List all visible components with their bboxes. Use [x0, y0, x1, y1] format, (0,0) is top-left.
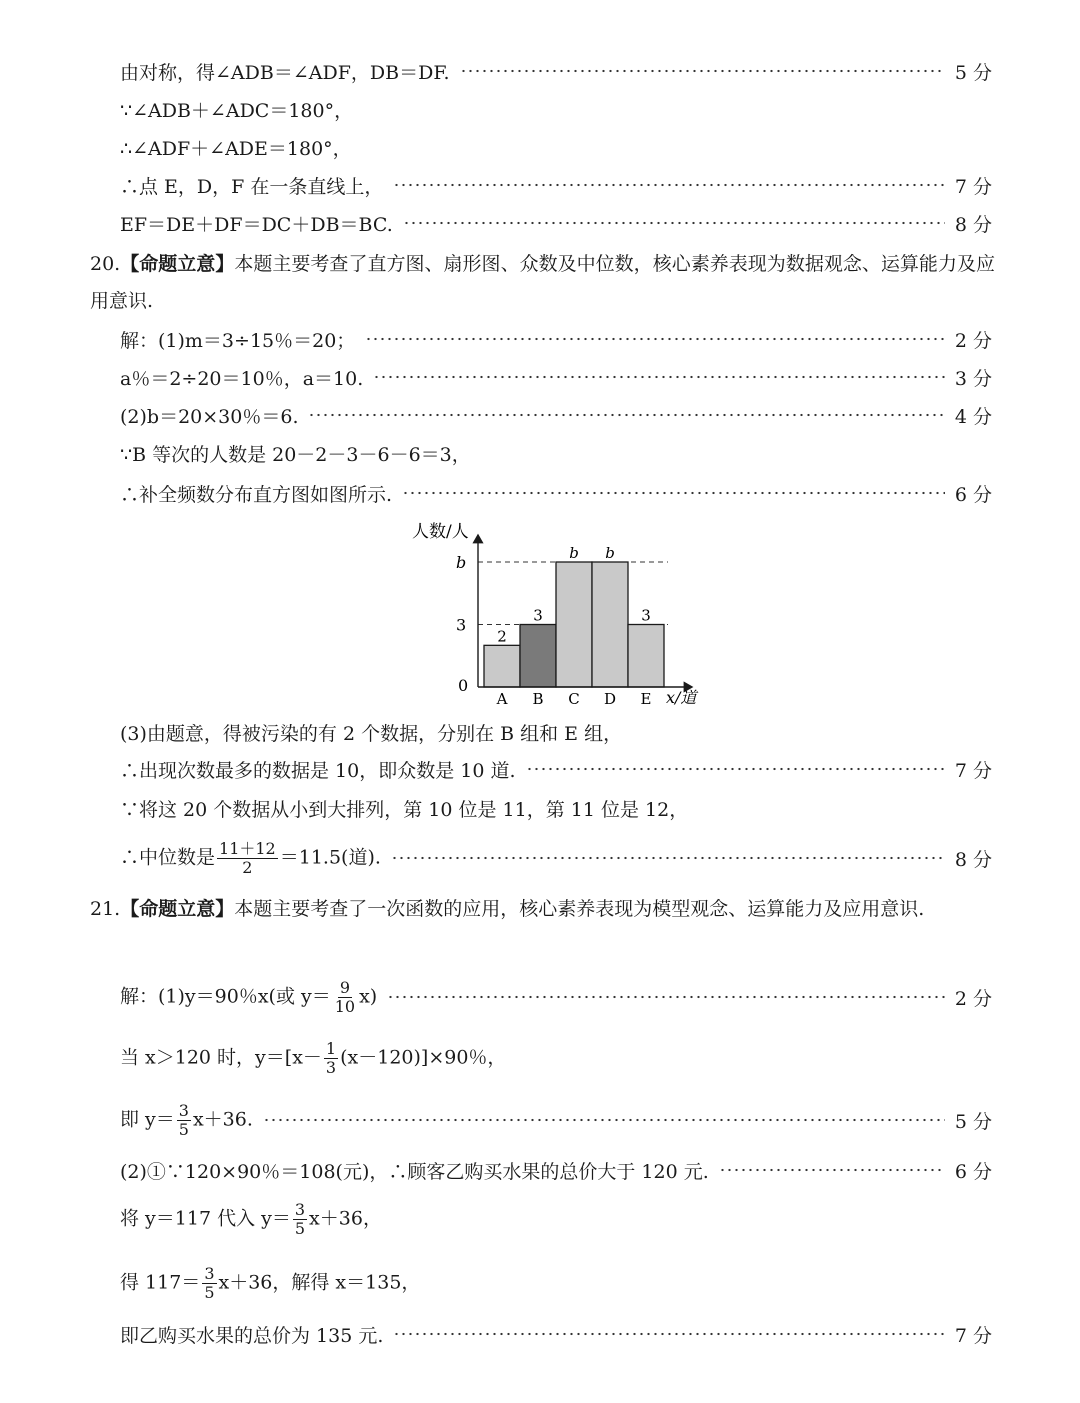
fraction: $\frac{9}{10}$ — [334, 977, 356, 1016]
bar-E — [628, 625, 664, 688]
q20-line-2: a％＝2÷20＝10％，a＝10. 3 分 — [120, 361, 992, 393]
leader-dots — [373, 375, 945, 379]
q20-median-line: ∴中位数是 $\frac{11+12}{2}$ ＝11.5(道). 8 分 — [120, 838, 992, 877]
fraction: $\frac{3}{5}$ — [178, 1100, 189, 1139]
q21-line-2: 当 x＞120 时，y＝[x－ $\frac{1}{3}$ (x－120)]×90％， — [120, 1038, 507, 1077]
score-label: 8 分 — [954, 213, 992, 236]
score-label: 7 分 — [954, 1324, 992, 1347]
bar-D — [592, 562, 628, 687]
x-axis-label: x/道 — [666, 688, 697, 707]
score-label: 2 分 — [954, 987, 992, 1010]
leader-dots — [393, 183, 944, 187]
proof-line-3: ∴∠ADF＋∠ADE＝180°， — [120, 137, 352, 160]
q21-intent — [90, 891, 995, 928]
frequency-histogram — [400, 515, 720, 710]
q20-line-3: (2)b＝20×30％＝6. 4 分 — [120, 399, 992, 431]
q20-line-4: ∵B 等次的人数是 20－2－3－6－6＝3， — [120, 443, 471, 466]
proof-line-4: ∴点 E，D，F 在一条直线上， 7 分 — [120, 169, 992, 201]
proof-line-2: ∵∠ADB＋∠ADC＝180°， — [120, 99, 354, 122]
y-tick-label: 3 — [456, 615, 467, 635]
score-label: 7 分 — [954, 175, 992, 198]
intent-tag: 【命题立意】 — [120, 253, 235, 275]
bar-B — [520, 625, 556, 688]
bar-label: 3 — [641, 606, 651, 625]
x-tick-label: C — [568, 690, 580, 708]
leader-dots — [387, 995, 945, 999]
score-label: 7 分 — [954, 759, 992, 782]
intent-text: 本题主要考查了直方图、扇形图、众数及中位数，核心素养表现为数据观念、运算能力及应用意识. — [90, 253, 995, 312]
proof-line-5: EF＝DE＋DF＝DC＋DB＝BC. 8 分 — [120, 207, 992, 239]
q21-line-3: 即 y＝ $\frac{3}{5}$ x＋36. 5 分 — [120, 1100, 992, 1139]
leader-dots — [393, 1332, 944, 1336]
bar-label: 3 — [533, 606, 543, 625]
y-tick-label: 0 — [458, 676, 469, 695]
leader-dots — [402, 491, 945, 495]
score-label: 8 分 — [954, 848, 992, 871]
x-tick-label: D — [603, 690, 617, 708]
q20-line-1: 解：(1)m＝3÷15％＝20； 2 分 — [120, 323, 992, 355]
leader-dots — [719, 1168, 945, 1172]
leader-dots — [526, 767, 945, 771]
leader-dots — [391, 856, 945, 860]
x-tick-label: E — [640, 690, 652, 708]
bar-label: b — [605, 544, 615, 562]
fraction: $\frac{3}{5}$ — [204, 1263, 215, 1302]
fraction: $\frac{11+12}{2}$ — [219, 838, 276, 877]
score-label: 2 分 — [954, 329, 992, 352]
q20-line-5: ∴补全频数分布直方图如图所示. 6 分 — [120, 477, 992, 509]
q20-line-8: ∵将这 20 个数据从小到大排列，第 10 位是 11，第 11 位是 12， — [120, 798, 689, 821]
intent-text: 本题主要考查了一次函数的应用，核心素养表现为模型观念、运算能力及应用意识. — [234, 898, 925, 920]
fraction: $\frac{3}{5}$ — [294, 1199, 306, 1238]
x-tick-label: A — [496, 690, 508, 708]
leader-dots — [263, 1118, 945, 1122]
score-label: 6 分 — [954, 483, 992, 506]
question-number: 21. — [90, 898, 121, 920]
score-label: 6 分 — [954, 1160, 992, 1183]
score-label: 5 分 — [954, 1110, 992, 1133]
q21-line-5: 将 y＝117 代入 y＝ $\frac{3}{5}$ x＋36， — [120, 1199, 382, 1238]
leader-dots — [365, 337, 945, 341]
bar-label: b — [569, 544, 579, 562]
q20-line-7: ∴出现次数最多的数据是 10，即众数是 10 道. 7 分 — [120, 753, 992, 785]
score-label: 3 分 — [954, 367, 992, 390]
leader-dots — [403, 221, 945, 225]
proof-line-1: 由对称，得∠ADB＝∠ADF，DB＝DF. 5 分 — [120, 55, 992, 87]
leader-dots — [308, 413, 944, 417]
y-tick-label: b — [456, 553, 467, 572]
y-axis-label: 人数/人 — [412, 522, 469, 542]
score-label: 4 分 — [954, 405, 992, 428]
score-label: 5 分 — [954, 61, 992, 84]
q21-line-6: 得 117＝ $\frac{3}{5}$ x＋36，解得 x＝135， — [120, 1263, 421, 1302]
bar-A — [484, 645, 520, 687]
fraction: $\frac{1}{3}$ — [325, 1038, 337, 1077]
q20-line-6: (3)由题意，得被污染的有 2 个数据，分别在 B 组和 E 组， — [120, 722, 623, 745]
q20-intent — [90, 246, 995, 320]
leader-dots — [460, 69, 945, 73]
x-tick-label: B — [532, 690, 544, 708]
q21-line-7: 即乙购买水果的总价为 135 元. 7 分 — [120, 1318, 992, 1350]
intent-tag: 【命题立意】 — [120, 898, 235, 920]
question-number: 20. — [90, 253, 121, 275]
bar-label: 2 — [497, 627, 507, 646]
q21-line-4: (2)①∵120×90％＝108(元)，∴顾客乙购买水果的总价大于 120 元. 6 分 — [120, 1154, 992, 1186]
q21-line-1: 解：(1)y＝90％x(或 y＝ $\frac{9}{10}$ x) 2 分 — [120, 977, 992, 1016]
bar-C — [556, 562, 592, 687]
